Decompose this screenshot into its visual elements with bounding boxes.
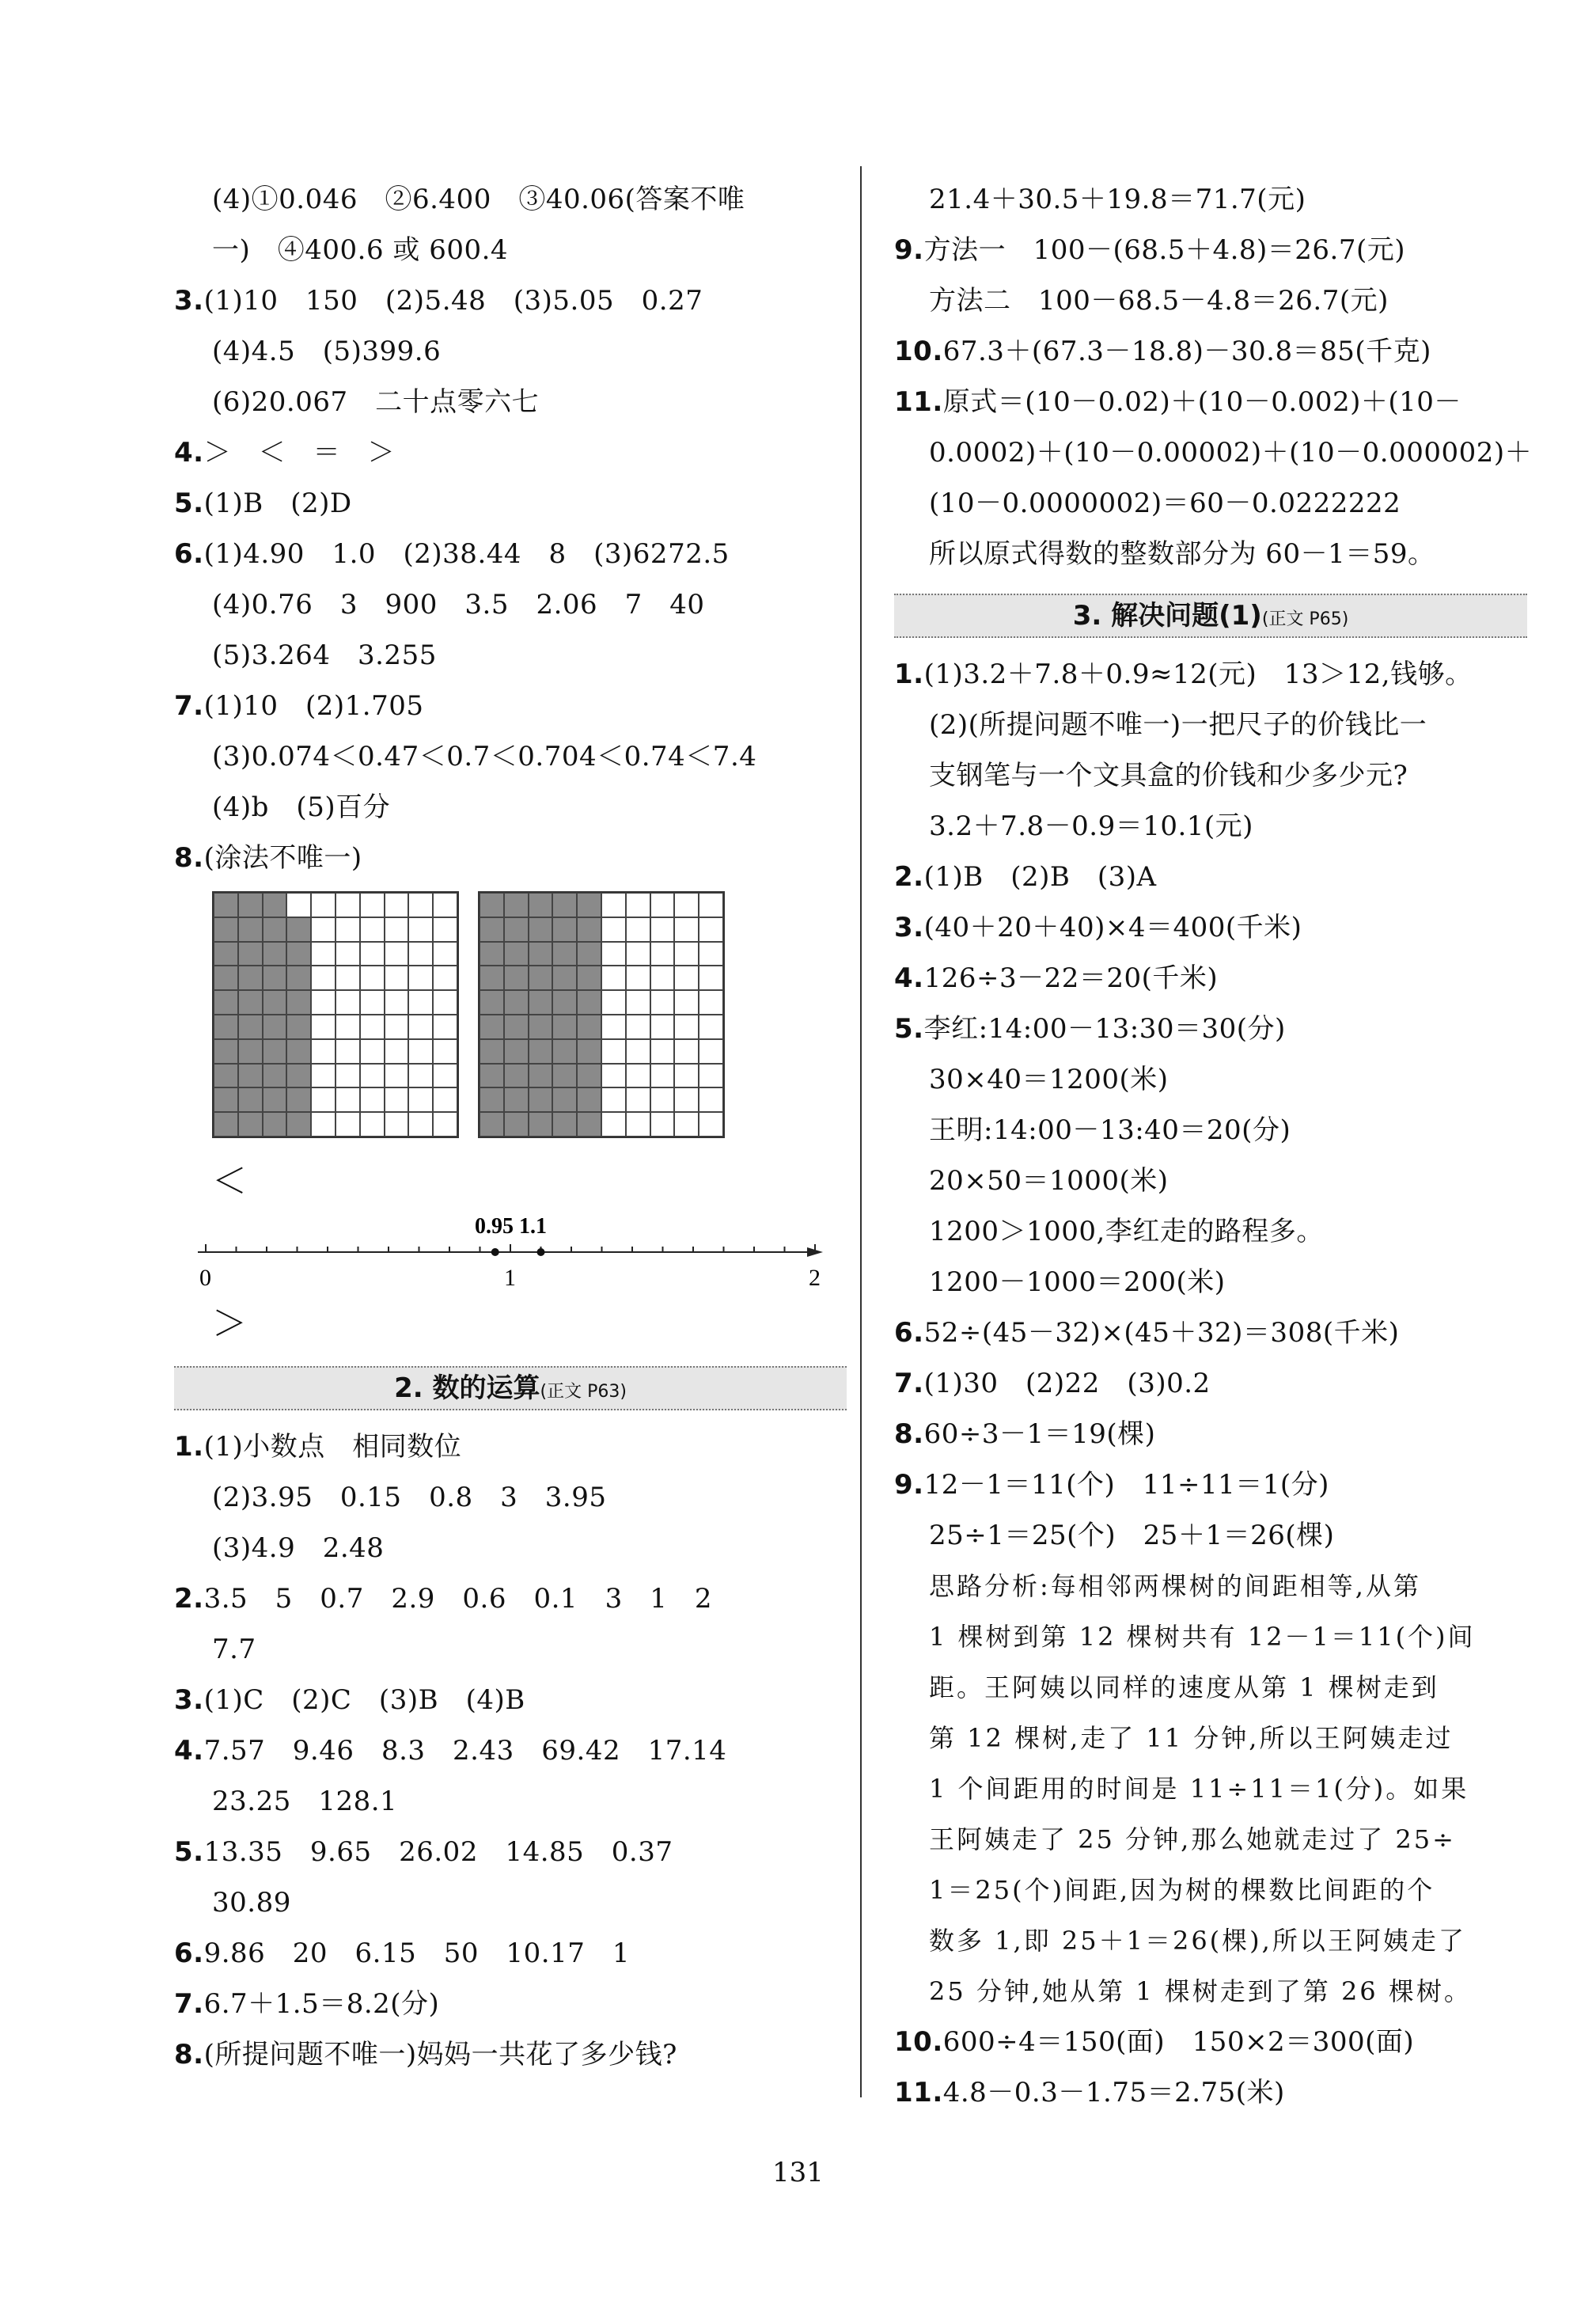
grid-cell bbox=[577, 1064, 601, 1088]
answer-line: 所以原式得数的整数部分为 60－1＝59。 bbox=[929, 538, 1435, 570]
question-7: 7.(1)30 (2)22 (3)0.2 bbox=[894, 1368, 1211, 1399]
grid-cell bbox=[650, 1112, 675, 1137]
number-line-point bbox=[537, 1248, 545, 1256]
grid-cell bbox=[336, 942, 360, 966]
analysis-line: 思路分析:每相邻两棵树的间距相等,从第 bbox=[929, 1571, 1421, 1601]
grid-cell bbox=[480, 1112, 504, 1137]
grid-cell bbox=[504, 1039, 529, 1064]
grid-cell bbox=[480, 1015, 504, 1039]
grid-cell bbox=[650, 1087, 675, 1112]
grid-cell bbox=[699, 1015, 723, 1039]
grid-cell bbox=[699, 1039, 723, 1064]
grid-cell bbox=[650, 966, 675, 990]
analysis-line: 25 分钟,她从第 1 棵树走到了第 26 棵树。 bbox=[929, 1976, 1472, 2006]
answer-line: (4)4.5 (5)399.6 bbox=[212, 336, 442, 367]
grid-cell bbox=[311, 1039, 336, 1064]
grid-cell bbox=[601, 1064, 626, 1088]
grid-cell bbox=[529, 942, 553, 966]
grid-cell bbox=[311, 917, 336, 942]
grid-cell bbox=[480, 990, 504, 1015]
page-number: 131 bbox=[772, 2157, 824, 2188]
grid-cell bbox=[626, 1064, 650, 1088]
grid-cell bbox=[286, 942, 311, 966]
question-9: 9.12－1＝11(个) 11÷11＝1(分) bbox=[894, 1469, 1329, 1501]
grid-cell bbox=[577, 917, 601, 942]
number-line-tick-label: 1 bbox=[504, 1265, 516, 1291]
question-4: 4.7.57 9.46 8.3 2.43 69.42 17.14 bbox=[174, 1735, 727, 1767]
grid-cell bbox=[433, 990, 457, 1015]
question-3: 3.(1)10 150 (2)5.48 (3)5.05 0.27 bbox=[174, 285, 703, 317]
question-5: 5.李红:14:00－13:30＝30(分) bbox=[894, 1013, 1286, 1045]
grid-cell bbox=[433, 942, 457, 966]
question-4: 4.＞ ＜ ＝ ＞ bbox=[174, 437, 396, 469]
grid-cell bbox=[552, 1039, 577, 1064]
grid-cell bbox=[699, 1064, 723, 1088]
question-6: 6.9.86 20 6.15 50 10.17 1 bbox=[174, 1938, 630, 1969]
grid-cell bbox=[577, 942, 601, 966]
question-3: 3.(1)C (2)C (3)B (4)B bbox=[174, 1684, 525, 1716]
grid-cell bbox=[650, 1039, 675, 1064]
grid-cell bbox=[650, 942, 675, 966]
grid-cell bbox=[577, 990, 601, 1015]
number-line-tick-label: 0 bbox=[199, 1265, 211, 1291]
grid-cell bbox=[433, 1112, 457, 1137]
grid-cell bbox=[385, 917, 409, 942]
grid-cell bbox=[674, 942, 699, 966]
question-11: 11.4.8－0.3－1.75＝2.75(米) bbox=[894, 2077, 1285, 2108]
grid-cell bbox=[360, 942, 385, 966]
grid-cell bbox=[504, 1015, 529, 1039]
question-6: 6.52÷(45－32)×(45＋32)＝308(千米) bbox=[894, 1317, 1400, 1349]
grid-cell bbox=[601, 917, 626, 942]
question-4: 4.126÷3－22＝20(千米) bbox=[894, 962, 1219, 994]
answer-line: 30.89 bbox=[212, 1887, 291, 1919]
grid-cell bbox=[263, 1087, 287, 1112]
grid-cell bbox=[360, 1015, 385, 1039]
question-7: 7.6.7＋1.5＝8.2(分) bbox=[174, 1988, 440, 2020]
grid-cell bbox=[577, 893, 601, 917]
grid-cell bbox=[433, 893, 457, 917]
question-5: 5.(1)B (2)D bbox=[174, 488, 352, 519]
grid-cell bbox=[385, 966, 409, 990]
grid-cell bbox=[238, 917, 263, 942]
question-8: 8.(涂法不唯一) bbox=[174, 842, 362, 874]
question-2: 2.(1)B (2)B (3)A bbox=[894, 861, 1157, 893]
answer-line: 0.0002)＋(10－0.00002)＋(10－0.000002)＋ bbox=[929, 437, 1533, 469]
answer-line: (3)0.074＜0.47＜0.7＜0.704＜0.74＜7.4 bbox=[212, 741, 757, 772]
question-8: 8.60÷3－1＝19(棵) bbox=[894, 1418, 1156, 1450]
grid-cell bbox=[504, 893, 529, 917]
grid-cell bbox=[577, 1039, 601, 1064]
question-11: 11.原式＝(10－0.02)＋(10－0.002)＋(10－ bbox=[894, 386, 1461, 418]
question-6: 6.(1)4.90 1.0 (2)38.44 8 (3)6272.5 bbox=[174, 538, 730, 570]
grid-cell bbox=[263, 1064, 287, 1088]
grid-cell bbox=[311, 1112, 336, 1137]
compare-symbol: ＞ bbox=[212, 1304, 247, 1344]
grid-cell bbox=[214, 1039, 238, 1064]
answer-line: 王明:14:00－13:40＝20(分) bbox=[929, 1114, 1291, 1146]
grid-cell bbox=[311, 990, 336, 1015]
grid-cell bbox=[433, 1087, 457, 1112]
grid-cell bbox=[699, 917, 723, 942]
grid-cell bbox=[626, 917, 650, 942]
grid-cell bbox=[480, 966, 504, 990]
grid-cell bbox=[626, 1112, 650, 1137]
grid-cell bbox=[286, 1039, 311, 1064]
number-line-svg bbox=[198, 1209, 831, 1296]
answer-line: (4)0.76 3 900 3.5 2.06 7 40 bbox=[212, 589, 705, 621]
grid-cell bbox=[286, 990, 311, 1015]
grid-cell bbox=[336, 1087, 360, 1112]
grid-cell bbox=[360, 1039, 385, 1064]
grid-cell bbox=[336, 1112, 360, 1137]
grid-cell bbox=[238, 1015, 263, 1039]
grid-cell bbox=[626, 1087, 650, 1112]
grid-cell bbox=[408, 1015, 433, 1039]
grid-cell bbox=[529, 917, 553, 942]
grid-cell bbox=[263, 893, 287, 917]
grid-cell bbox=[286, 917, 311, 942]
grid-cell bbox=[699, 942, 723, 966]
grid-cell bbox=[601, 990, 626, 1015]
grid-cell bbox=[238, 1064, 263, 1088]
answer-line: 1200＞1000,李红走的路程多。 bbox=[929, 1216, 1324, 1247]
grid-cell bbox=[674, 1112, 699, 1137]
grid-cell bbox=[650, 917, 675, 942]
grid-cell bbox=[238, 1087, 263, 1112]
analysis-line: 王阿姨走了 25 分钟,那么她就走过了 25÷ bbox=[929, 1824, 1456, 1854]
grid-cell bbox=[214, 1064, 238, 1088]
answer-line: (2)3.95 0.15 0.8 3 3.95 bbox=[212, 1482, 607, 1513]
grid-cell bbox=[238, 893, 263, 917]
grid-cell bbox=[214, 1015, 238, 1039]
grid-cell bbox=[238, 966, 263, 990]
section-header-3: 3. 解决问题(1)(正文 P65) bbox=[894, 594, 1527, 638]
grid-cell bbox=[360, 990, 385, 1015]
grid-cell bbox=[214, 1112, 238, 1137]
grid-cell bbox=[311, 942, 336, 966]
shaded-grids bbox=[174, 891, 847, 1138]
grid-cell bbox=[529, 1039, 553, 1064]
grid-cell bbox=[601, 893, 626, 917]
question-9: 9.方法一 100－(68.5＋4.8)＝26.7(元) bbox=[894, 234, 1406, 266]
grid-cell bbox=[552, 1064, 577, 1088]
grid-cell bbox=[360, 1087, 385, 1112]
compare-symbol: ＜ bbox=[212, 1161, 247, 1201]
answer-line: (10－0.0000002)＝60－0.0222222 bbox=[929, 488, 1401, 519]
grid-cell bbox=[286, 1087, 311, 1112]
grid-cell bbox=[504, 942, 529, 966]
analysis-line: 1 棵树到第 12 棵树共有 12－1＝11(个)间 bbox=[929, 1622, 1476, 1652]
grid-cell bbox=[601, 966, 626, 990]
grid-cell bbox=[336, 893, 360, 917]
answer-line: (5)3.264 3.255 bbox=[212, 640, 437, 671]
answer-line: 7.7 bbox=[212, 1634, 256, 1665]
grid-cell bbox=[529, 893, 553, 917]
grid-cell bbox=[263, 966, 287, 990]
grid-cell bbox=[408, 1112, 433, 1137]
answer-line: (4)①0.046 ②6.400 ③40.06(答案不唯 bbox=[212, 184, 745, 215]
question-8: 8.(所提问题不唯一)妈妈一共花了多少钱? bbox=[174, 2039, 677, 2070]
grid-cell bbox=[408, 942, 433, 966]
number-line-point bbox=[491, 1248, 499, 1256]
grid-cell bbox=[504, 917, 529, 942]
grid-cell bbox=[311, 1015, 336, 1039]
grid-cell bbox=[480, 893, 504, 917]
grid-cell bbox=[552, 1015, 577, 1039]
answer-line: 20×50＝1000(米) bbox=[929, 1165, 1169, 1197]
grid-cell bbox=[577, 966, 601, 990]
grid-cell bbox=[385, 1112, 409, 1137]
grid-cell bbox=[699, 966, 723, 990]
grid-cell bbox=[336, 990, 360, 1015]
grid-cell bbox=[360, 966, 385, 990]
grid-cell bbox=[385, 990, 409, 1015]
grid-cell bbox=[529, 1015, 553, 1039]
grid-cell bbox=[504, 1112, 529, 1137]
grid-cell bbox=[214, 893, 238, 917]
grid-cell bbox=[311, 893, 336, 917]
analysis-line: 第 12 棵树,走了 11 分钟,所以王阿姨走过 bbox=[929, 1723, 1454, 1753]
answer-line: 23.25 128.1 bbox=[212, 1786, 398, 1817]
grid-cell bbox=[263, 942, 287, 966]
grid-cell bbox=[626, 942, 650, 966]
grid-cell bbox=[626, 893, 650, 917]
hundred-grid-right bbox=[478, 891, 725, 1138]
answer-line: 25÷1＝25(个) 25＋1＝26(棵) bbox=[929, 1520, 1335, 1551]
grid-cell bbox=[433, 1015, 457, 1039]
grid-cell bbox=[311, 966, 336, 990]
grid-cell bbox=[504, 966, 529, 990]
grid-cell bbox=[529, 1064, 553, 1088]
grid-cell bbox=[433, 917, 457, 942]
grid-cell bbox=[480, 1087, 504, 1112]
grid-cell bbox=[650, 1064, 675, 1088]
analysis-line: 1＝25(个)间距,因为树的棵数比间距的个 bbox=[929, 1875, 1435, 1905]
grid-cell bbox=[552, 1112, 577, 1137]
grid-cell bbox=[238, 990, 263, 1015]
grid-cell bbox=[480, 942, 504, 966]
grid-cell bbox=[650, 893, 675, 917]
grid-cell bbox=[601, 1087, 626, 1112]
grid-cell bbox=[238, 942, 263, 966]
grid-cell bbox=[360, 1112, 385, 1137]
answer-line: 一) ④400.6 或 600.4 bbox=[212, 234, 509, 266]
grid-cell bbox=[433, 966, 457, 990]
number-line-ticks bbox=[199, 1244, 821, 1291]
grid-cell bbox=[214, 990, 238, 1015]
answer-line: 1200－1000＝200(米) bbox=[929, 1266, 1226, 1298]
grid-cell bbox=[385, 1015, 409, 1039]
grid-cell bbox=[286, 966, 311, 990]
grid-cell bbox=[263, 917, 287, 942]
grid-cell bbox=[577, 1087, 601, 1112]
grid-cell bbox=[238, 1039, 263, 1064]
number-line bbox=[198, 1209, 831, 1296]
grid-cell bbox=[674, 1015, 699, 1039]
grid-cell bbox=[552, 893, 577, 917]
grid-cell bbox=[311, 1087, 336, 1112]
grid-cell bbox=[214, 966, 238, 990]
grid-cell bbox=[552, 942, 577, 966]
grid-cell bbox=[263, 1015, 287, 1039]
grid-cell bbox=[385, 893, 409, 917]
grid-cell bbox=[601, 1015, 626, 1039]
answer-line: 21.4＋30.5＋19.8＝71.7(元) bbox=[929, 184, 1306, 215]
grid-cell bbox=[626, 966, 650, 990]
grid-cell bbox=[408, 1039, 433, 1064]
grid-cell bbox=[650, 990, 675, 1015]
grid-cell bbox=[286, 1112, 311, 1137]
grid-cell bbox=[504, 990, 529, 1015]
grid-cell bbox=[552, 966, 577, 990]
grid-cell bbox=[674, 1087, 699, 1112]
grid-cell bbox=[699, 1087, 723, 1112]
grid-cell bbox=[214, 917, 238, 942]
grid-cell bbox=[433, 1064, 457, 1088]
grid-cell bbox=[385, 1064, 409, 1088]
left-column bbox=[174, 174, 847, 2080]
grid-cell bbox=[408, 966, 433, 990]
grid-cell bbox=[674, 917, 699, 942]
grid-cell bbox=[360, 1064, 385, 1088]
answer-line: 方法二 100－68.5－4.8＝26.7(元) bbox=[929, 285, 1389, 317]
question-1: 1.(1)3.2＋7.8＋0.9≈12(元) 13＞12,钱够。 bbox=[894, 658, 1473, 690]
grid-cell bbox=[263, 1112, 287, 1137]
grid-cell bbox=[626, 1015, 650, 1039]
question-1: 1.(1)小数点 相同数位 bbox=[174, 1431, 462, 1463]
grid-cell bbox=[336, 966, 360, 990]
grid-cell bbox=[385, 1039, 409, 1064]
grid-cell bbox=[552, 917, 577, 942]
grid-cell bbox=[360, 917, 385, 942]
grid-cell bbox=[626, 1039, 650, 1064]
grid-cell bbox=[529, 966, 553, 990]
answer-line: 支钢笔与一个文具盒的价钱和少多少元? bbox=[929, 760, 1408, 791]
number-line-tick-label: 2 bbox=[809, 1265, 821, 1291]
grid-cell bbox=[360, 893, 385, 917]
grid-cell bbox=[336, 917, 360, 942]
grid-cell bbox=[626, 990, 650, 1015]
grid-cell bbox=[674, 990, 699, 1015]
grid-cell bbox=[408, 1087, 433, 1112]
analysis-line: 数多 1,即 25＋1＝26(棵),所以王阿姨走了 bbox=[929, 1926, 1466, 1956]
grid-cell bbox=[408, 1064, 433, 1088]
analysis-line: 距。王阿姨以同样的速度从第 1 棵树走到 bbox=[929, 1672, 1439, 1702]
grid-cell bbox=[336, 1015, 360, 1039]
grid-cell bbox=[577, 1112, 601, 1137]
answer-line: 3.2＋7.8－0.9＝10.1(元) bbox=[929, 810, 1253, 842]
grid-cell bbox=[286, 1015, 311, 1039]
grid-cell bbox=[408, 893, 433, 917]
grid-cell bbox=[408, 990, 433, 1015]
grid-cell bbox=[529, 990, 553, 1015]
grid-cell bbox=[214, 942, 238, 966]
answer-line: 30×40＝1200(米) bbox=[929, 1064, 1169, 1095]
grid-cell bbox=[699, 1112, 723, 1137]
grid-cell bbox=[674, 893, 699, 917]
grid-cell bbox=[480, 917, 504, 942]
grid-cell bbox=[311, 1064, 336, 1088]
grid-cell bbox=[336, 1064, 360, 1088]
grid-cell bbox=[238, 1112, 263, 1137]
answer-line: (2)(所提问题不唯一)一把尺子的价钱比一 bbox=[929, 709, 1427, 741]
grid-cell bbox=[529, 1087, 553, 1112]
grid-cell bbox=[336, 1039, 360, 1064]
grid-cell bbox=[601, 1112, 626, 1137]
grid-cell bbox=[286, 893, 311, 917]
grid-cell bbox=[552, 990, 577, 1015]
question-5: 5.13.35 9.65 26.02 14.85 0.37 bbox=[174, 1836, 673, 1868]
question-10: 10.67.3＋(67.3－18.8)－30.8＝85(千克) bbox=[894, 336, 1431, 367]
analysis-line: 1 个间距用的时间是 11÷11＝1(分)。如果 bbox=[929, 1774, 1469, 1804]
column-divider bbox=[860, 166, 862, 2097]
question-2: 2.3.5 5 0.7 2.9 0.6 0.1 3 1 2 bbox=[174, 1583, 712, 1615]
grid-cell bbox=[699, 893, 723, 917]
grid-cell bbox=[385, 1087, 409, 1112]
grid-cell bbox=[263, 990, 287, 1015]
grid-cell bbox=[385, 942, 409, 966]
answer-line: (6)20.067 二十点零六七 bbox=[212, 386, 540, 418]
grid-cell bbox=[674, 1039, 699, 1064]
grid-cell bbox=[601, 942, 626, 966]
grid-cell bbox=[480, 1039, 504, 1064]
answer-line: (4)b (5)百分 bbox=[212, 791, 391, 823]
grid-cell bbox=[674, 966, 699, 990]
grid-cell bbox=[504, 1064, 529, 1088]
right-column bbox=[894, 174, 1533, 2118]
answer-line: (3)4.9 2.48 bbox=[212, 1532, 385, 1564]
grid-cell bbox=[650, 1015, 675, 1039]
question-10: 10.600÷4＝150(面) 150×2＝300(面) bbox=[894, 2026, 1415, 2058]
grid-cell bbox=[480, 1064, 504, 1088]
grid-cell bbox=[577, 1015, 601, 1039]
grid-cell bbox=[529, 1112, 553, 1137]
grid-cell bbox=[214, 1087, 238, 1112]
section-header-2: 2. 数的运算(正文 P63) bbox=[174, 1366, 847, 1410]
grid-cell bbox=[699, 990, 723, 1015]
number-line-point-labels: 0.95 1.1 bbox=[475, 1214, 547, 1239]
grid-cell bbox=[263, 1039, 287, 1064]
grid-cell bbox=[504, 1087, 529, 1112]
grid-cell bbox=[552, 1087, 577, 1112]
grid-cell bbox=[286, 1064, 311, 1088]
hundred-grid-left bbox=[212, 891, 459, 1138]
grid-cell bbox=[674, 1064, 699, 1088]
question-7: 7.(1)10 (2)1.705 bbox=[174, 690, 424, 722]
grid-cell bbox=[433, 1039, 457, 1064]
grid-cell bbox=[601, 1039, 626, 1064]
grid-cell bbox=[408, 917, 433, 942]
question-3: 3.(40＋20＋40)×4＝400(千米) bbox=[894, 912, 1302, 943]
